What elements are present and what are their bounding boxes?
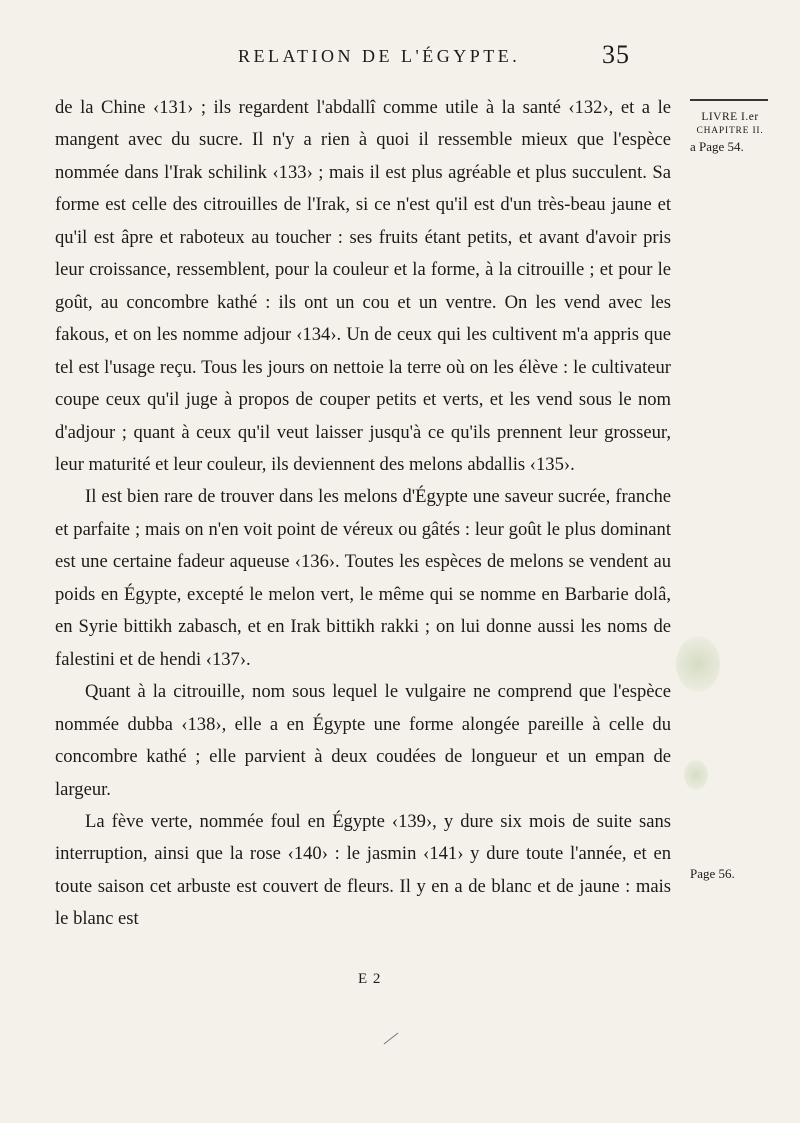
margin-rule <box>690 99 768 101</box>
paragraph-3: Quant à la citrouille, nom sous lequel le vulgaire ne comprend que l'espèce nommée dubba ‹138›, elle a en Égypte une forme alongée pareille à celle du concombre kathé ; elle parvient à deux coudées de longueur et un empan de largeur. <box>55 681 671 800</box>
signature-mark: E 2 <box>358 971 382 987</box>
margin-page-reference: a Page 54. <box>690 139 744 154</box>
paragraph-1: de la Chine ‹131› ; ils regardent l'abdallî comme utile à la santé ‹132›, et a le mangent avec du sucre. Il n'y a rien à quoi il ressemble mieux que l'espèce nommée dans l'Irak schilink ‹133› ; mais il est plus agréable et plus succulent. Sa forme est celle des citrouilles de l'Irak, si ce n'est qu'il est d'un très-beau jaune et qu'il est âpre et raboteux au toucher : ses fruits étant petits, et avant d'avoir pris leur croissance, ressemblent, pour la couleur et la forme, à la citrouille ; et pour le goût, au concombre kathé : ils ont un cou et un ventre. On les vend avec les fakous, et on les nomme adjour ‹134›. Un de ceux qui les cultivent m'a appris que tel est l'usage reçu. Tous les jours on nettoie la terre où on les élève : le cultivateur coupe ceux qu'il juge à propos de couper petits et verts, et les vend sous le nom d'adjour ; quant à ceux qu'il veut laisser jusqu'à ce qu'ils prennent leur grosseur, leur maturité et leur couleur, ils deviennent des melons abdallis ‹135›. <box>55 97 671 475</box>
paragraph-2: Il est bien rare de trouver dans les melons d'Égypte une saveur sucrée, franche et parfaite ; mais on n'en voit point de véreux ou gâtés : leur goût le plus dominant est une certaine fadeur aqueuse ‹136›. Toutes les espèces de melons se vendent au poids en Égypte, excepté le melon vert, le même qui se nomme en Barbarie dolâ, en Syrie bittikh zabasch, et en Irak bittikh rakki ; on lui donne aussi les noms de falestini et de hendi ‹137›. <box>55 486 671 670</box>
margin-page-reference-2: Page 56. <box>690 866 735 881</box>
paragraph-4: La fève verte, nommée foul en Égypte ‹139›, y dure six mois de suite sans interruption, ainsi que la rose ‹140› : le jasmin ‹141› y dure toute l'année, et en toute saison cet arbuste est couvert de fleurs. Il y en a de blanc et de jaune : mais le blanc est <box>55 810 671 930</box>
paper-stain <box>684 760 708 790</box>
page-number: 35 <box>602 40 630 69</box>
pencil-mark <box>384 1033 399 1045</box>
running-head <box>238 46 658 67</box>
running-head-title: RELATION DE L'ÉGYPTE. <box>238 46 521 66</box>
main-text <box>55 92 671 936</box>
margin-livre: LIVRE I.er <box>701 111 759 123</box>
margin-chapitre: CHAPITRE II. <box>696 126 764 136</box>
paper-stain <box>676 636 720 692</box>
